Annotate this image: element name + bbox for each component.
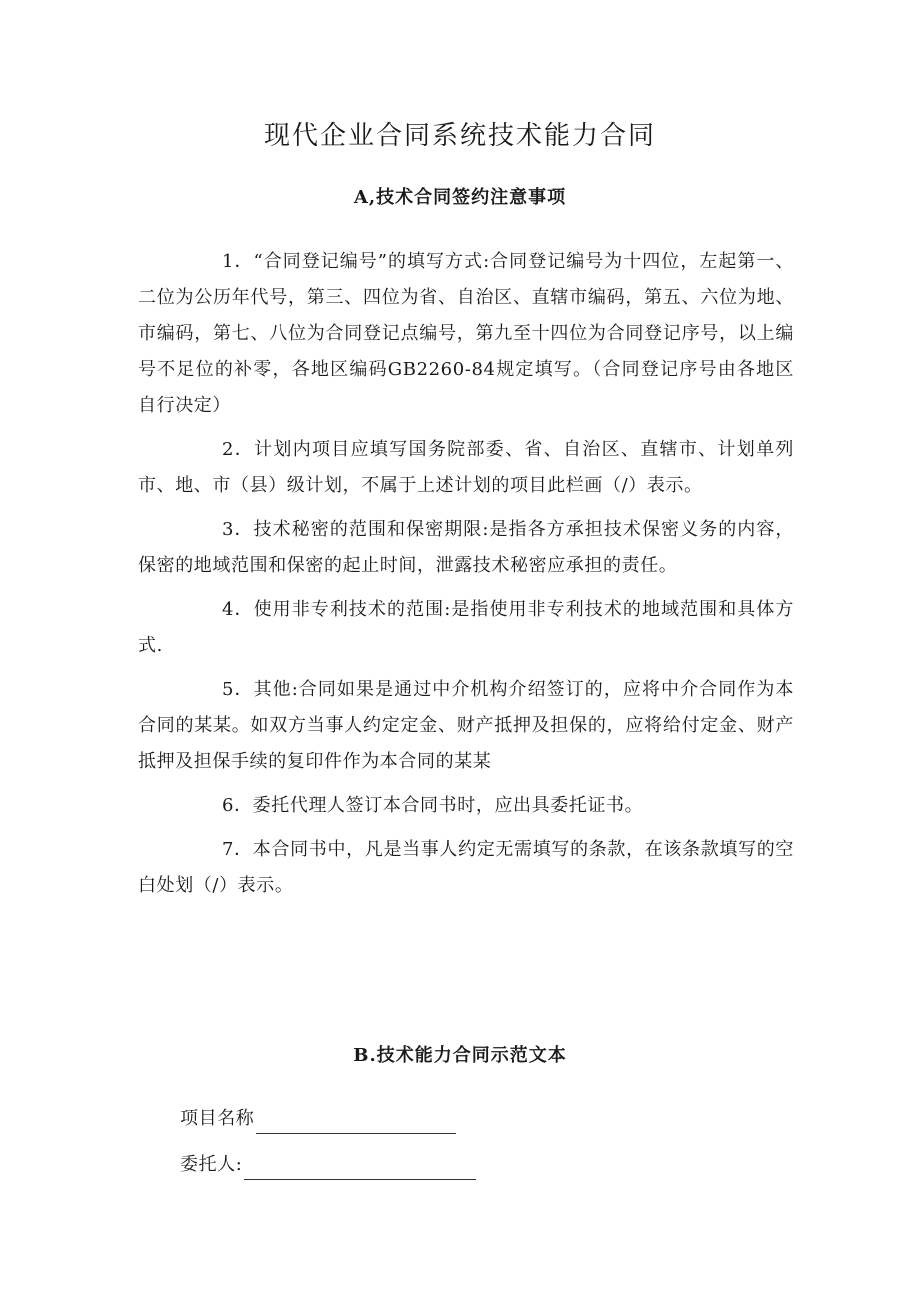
- note-number: 4: [222, 599, 235, 620]
- note-item: [138, 672, 794, 780]
- note-text: ．本合同书中，凡是当事人约定无需填写的条款，在该条款填写的空白处划（/）表示。: [138, 839, 794, 896]
- note-number: 5: [222, 679, 235, 700]
- note-text: ．其他:合同如果是通过中介机构介绍签订的，应将中介合同作为本合同的某某。如双方当事人约定定金、财产抵押及担保的，应将给付定金、财产抵押及担保手续的复印件作为本合同的某某: [138, 679, 794, 772]
- note-item: [138, 788, 794, 824]
- note-item: [138, 832, 794, 904]
- project-name-field: [180, 1104, 456, 1134]
- note-item: [138, 592, 794, 664]
- note-number: 6: [222, 795, 235, 816]
- note-item: [138, 432, 794, 504]
- note-text: ．技术秘密的范围和保密期限:是指各方承担技术保密义务的内容，保密的地域范围和保密的起止时间，泄露技术秘密应承担的责任。: [138, 519, 794, 576]
- section-a-heading: A,技术合同签约注意事项: [353, 187, 567, 208]
- note-number: 1: [222, 251, 235, 272]
- client-blank-line[interactable]: [244, 1157, 476, 1180]
- note-text: ．计划内项目应填写国务院部委、省、自治区、直辖市、计划单列市、地、市（县）级计划，不属于上述计划的项目此栏画（/）表示。: [138, 439, 794, 496]
- note-text: ．委托代理人签订本合同书时，应出具委托证书。: [234, 795, 644, 816]
- note-number: 2: [222, 439, 235, 460]
- client-field: [180, 1150, 476, 1180]
- section-b-heading: B.技术能力合同示范文本: [353, 1045, 567, 1066]
- project-name-label: 项目名称: [180, 1108, 255, 1129]
- note-item: [138, 244, 794, 424]
- note-number: 3: [222, 519, 235, 540]
- note-text: ．使用非专利技术的范围:是指使用非专利技术的地域范围和具体方式.: [138, 599, 794, 656]
- signing-notes-list: [138, 244, 794, 912]
- project-name-blank-line[interactable]: [256, 1111, 456, 1134]
- document-title: 现代企业合同系统技术能力合同: [263, 121, 656, 151]
- note-text: ．“合同登记编号”的填写方式:合同登记编号为十四位，左起第一、二位为公历年代号，第三、四位为省、自治区、直辖市编码，第五、六位为地、市编码，第七、八位为合同登记点编号，第九至十四位为合同登记序号，以上编号不足位的补零，各地区编码GB2260-84规定填写。（合同登记序号由各地区自行决定）: [138, 251, 794, 416]
- note-item: [138, 512, 794, 584]
- client-label: 委托人:: [180, 1154, 243, 1175]
- note-number: 7: [222, 839, 235, 860]
